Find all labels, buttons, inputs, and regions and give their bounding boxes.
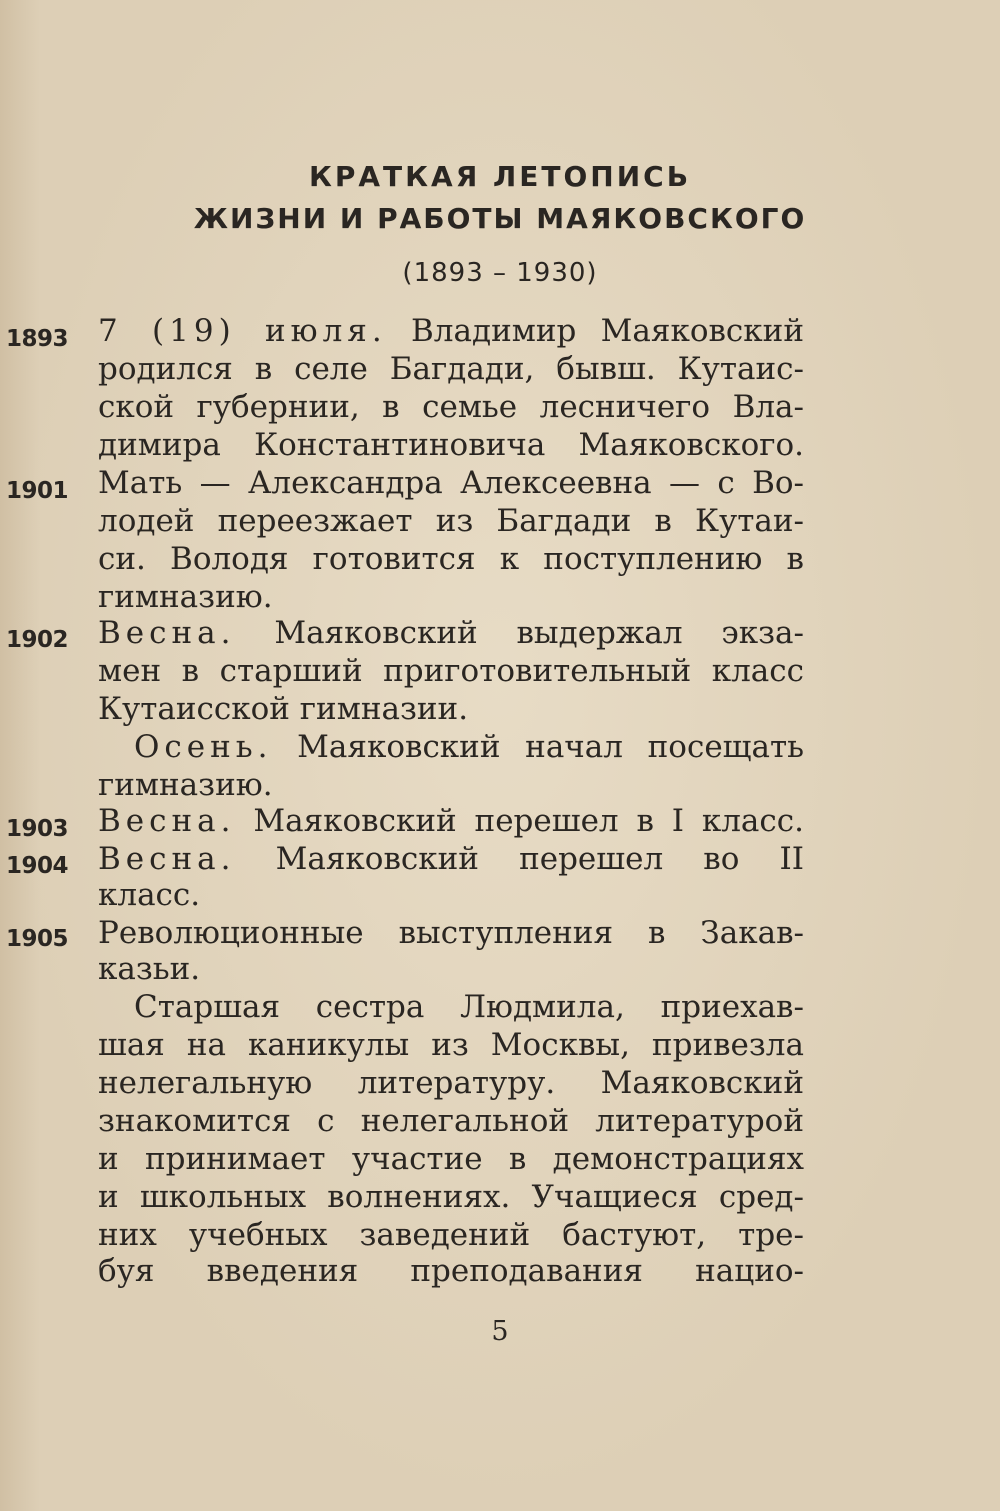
text-span: Маяковский выдержал экза- bbox=[274, 615, 804, 651]
season-spaced: Весна. bbox=[98, 841, 236, 877]
season-spaced: Осень. bbox=[134, 729, 273, 765]
text-line: и принимает участие в демонстрациях bbox=[98, 1141, 804, 1177]
text-line: гимназию. bbox=[98, 767, 273, 803]
year-label: 1902 bbox=[6, 627, 69, 653]
text-line: мен в старший приготовительный класс bbox=[98, 653, 804, 689]
text-line: буя введения преподавания нацио- bbox=[98, 1253, 804, 1289]
title-line-2: ЖИЗНИ И РАБОТЫ МАЯКОВСКОГО bbox=[193, 202, 807, 235]
text-line: гимназию. bbox=[98, 579, 273, 615]
text-span: Маяковский перешел во II bbox=[275, 841, 804, 877]
text-line: Старшая сестра Людмила, приехав- bbox=[134, 989, 804, 1025]
text-line: Кутаисской гимназии. bbox=[98, 691, 469, 727]
year-label: 1903 bbox=[6, 816, 69, 842]
text-line bbox=[98, 614, 804, 652]
text-line: знакомится с нелегальной литературой bbox=[98, 1103, 804, 1139]
season-spaced: Весна. bbox=[98, 615, 236, 651]
text-line: шая на каникулы из Москвы, привезла bbox=[98, 1027, 804, 1063]
text-line bbox=[98, 312, 804, 350]
text-line: казьи. bbox=[98, 951, 201, 987]
year-label: 1893 bbox=[6, 326, 69, 352]
date-spaced: 7 (19) июля. bbox=[98, 313, 387, 349]
text-line: нелегальную литературу. Маяковский bbox=[98, 1065, 804, 1101]
title-years: (1893 – 1930) bbox=[402, 258, 598, 288]
text-span: Владимир Маяковский bbox=[411, 313, 804, 349]
text-line bbox=[98, 840, 804, 878]
text-line: ской губернии, в семье лесничего Вла- bbox=[98, 389, 804, 425]
year-label: 1904 bbox=[6, 853, 69, 879]
text-line: си. Володя готовится к поступлению в bbox=[98, 541, 804, 577]
text-line: лодей переезжает из Багдади в Кутаи- bbox=[98, 503, 804, 539]
text-line bbox=[134, 728, 804, 766]
season-spaced: Весна. bbox=[98, 803, 236, 839]
year-label: 1901 bbox=[6, 478, 69, 504]
text-span: Маяковский начал посещать bbox=[297, 729, 804, 765]
text-line: них учебных заведений бастуют, тре- bbox=[98, 1217, 804, 1253]
text-line: и школьных волнениях. Учащиеся сред- bbox=[98, 1179, 804, 1215]
page-number: 5 bbox=[491, 1316, 509, 1347]
text-line: Мать — Александра Алексеевна — с Во- bbox=[98, 465, 804, 501]
text-line: класс. bbox=[98, 877, 201, 913]
text-line: димира Константиновича Маяковского. bbox=[98, 427, 804, 463]
text-line: родился в селе Багдади, бывш. Кутаис- bbox=[98, 351, 804, 387]
title-line-1: КРАТКАЯ ЛЕТОПИСЬ bbox=[308, 160, 692, 193]
text-line bbox=[98, 802, 804, 840]
text-line: Революционные выступления в Закав- bbox=[98, 915, 804, 951]
year-label: 1905 bbox=[6, 926, 69, 952]
text-span: Маяковский перешел в I класс. bbox=[253, 803, 804, 839]
